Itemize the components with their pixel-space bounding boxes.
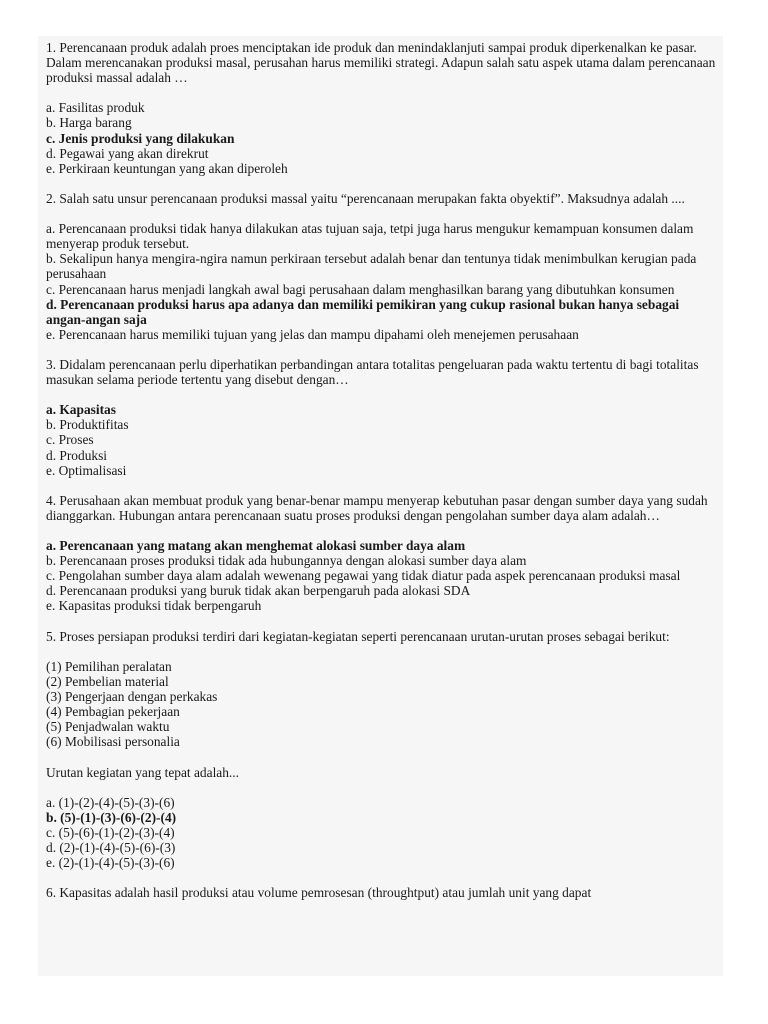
question-5-prompt: Urutan kegiatan yang tepat adalah... (46, 764, 239, 780)
question-3-option-a-answer: a. Kapasitas (46, 402, 116, 418)
document-content (46, 40, 718, 900)
question-1-text: 1. Perencanaan produk adalah proes menciptakan ide produk dan menindaklanjuti sampai produk diperkenalkan ke pasar. Dalam merencanakan produksi masal, perusahan harus memiliki strategi. Adapun salah satu aspek utama dalam perencanaan produksi massal adalah … (46, 40, 716, 86)
question-2-option-c: c. Perencanaan harus menjadi langkah awal bagi perusahaan dalam menghasilkan barang yang dibutuhkan konsumen (46, 281, 675, 297)
question-2-option-d-answer: d. Perencanaan produksi harus apa adanya dan memiliki pemikiran yang cukup rasional bukan hanya sebagai angan-angan saja (46, 296, 680, 327)
question-5-option-c: c. (5)-(6)-(1)-(2)-(3)-(4) (46, 824, 175, 840)
question-1-option-d: d. Pegawai yang akan direkrut (46, 145, 209, 161)
question-5-step-1: (1) Pemilihan peralatan (46, 658, 172, 674)
document-page (38, 36, 723, 976)
question-3-option-b: b. Produktifitas (46, 417, 129, 433)
question-3-option-d: d. Produksi (46, 447, 108, 463)
question-2-option-b: b. Sekalipun hanya mengira-ngira namun perkiraan tersebut adalah benar dan tentunya tidak menimbulkan kerugian pada perusahaan (46, 251, 697, 282)
question-6-text: 6. Kapasitas adalah hasil produksi atau volume pemrosesan (throughtput) atau jumlah unit yang dapat (46, 885, 592, 901)
question-4-text: 4. Perusahaan akan membuat produk yang benar-benar mampu menyerap kebutuhan pasar dengan sumber daya yang sudah dianggarkan. Hubungan antara perencanaan suatu proses produksi dengan pengolahan sumber daya alam adalah… (46, 492, 708, 523)
question-5-option-b-answer: b. (5)-(1)-(3)-(6)-(2)-(4) (46, 809, 177, 825)
question-4-option-b: b. Perencanaan proses produksi tidak ada hubungannya dengan alokasi sumber daya alam (46, 553, 527, 569)
question-1-option-e: e. Perkiraan keuntungan yang akan diperoleh (46, 160, 288, 176)
question-4-option-d: d. Perencanaan produksi yang buruk tidak akan berpengaruh pada alokasi SDA (46, 583, 471, 599)
question-5-option-a: a. (1)-(2)-(4)-(5)-(3)-(6) (46, 794, 175, 810)
question-5-option-d: d. (2)-(1)-(4)-(5)-(6)-(3) (46, 839, 176, 855)
question-4-option-c: c. Pengolahan sumber daya alam adalah wewenang pegawai yang tidak diatur pada aspek perencanaan produksi masal (46, 568, 681, 584)
question-3-option-c: c. Proses (46, 432, 94, 448)
question-5-text: 5. Proses persiapan produksi terdiri dari kegiatan-kegiatan seperti perencanaan urutan-urutan proses sebagai berikut: (46, 628, 670, 644)
question-2-option-a: a. Perencanaan produksi tidak hanya dilakukan atas tujuan saja, tetpi juga harus mengukur kemampuan konsumen dalam menyerap produk tersebut. (46, 221, 694, 252)
question-5-step-4: (4) Pembagian pekerjaan (46, 704, 180, 720)
question-5-step-5: (5) Penjadwalan waktu (46, 719, 170, 735)
question-5-option-e: e. (2)-(1)-(4)-(5)-(3)-(6) (46, 855, 175, 871)
question-4-option-e: e. Kapasitas produksi tidak berpengaruh (46, 598, 262, 614)
question-1-option-b: b. Harga barang (46, 115, 132, 131)
question-3-text: 3. Didalam perencanaan perlu diperhatikan perbandingan antara totalitas pengeluaran pada waktu tertentu di bagi totalitas masukan selama periode tertentu yang disebut dengan… (46, 356, 699, 388)
question-2-text: 2. Salah satu unsur perencanaan produksi massal yaitu “perencanaan merupakan fakta obyektif”. Maksudnya adalah .... (46, 190, 685, 206)
question-5-step-3: (3) Pengerjaan dengan perkakas (46, 689, 218, 705)
question-1-option-a: a. Fasilitas produk (46, 100, 145, 116)
question-1-option-c-answer: c. Jenis produksi yang dilakukan (46, 130, 235, 146)
question-5-step-6: (6) Mobilisasi personalia (46, 734, 180, 750)
question-5-step-2: (2) Pembelian material (46, 673, 169, 689)
question-3-option-e: e. Optimalisasi (46, 462, 127, 478)
question-4-option-a-answer: a. Perencanaan yang matang akan menghemat alokasi sumber daya alam (46, 538, 466, 554)
question-2-option-e: e. Perencanaan harus memiliki tujuan yang jelas dan mampu dipahami oleh menejemen perusahaan (46, 326, 579, 342)
